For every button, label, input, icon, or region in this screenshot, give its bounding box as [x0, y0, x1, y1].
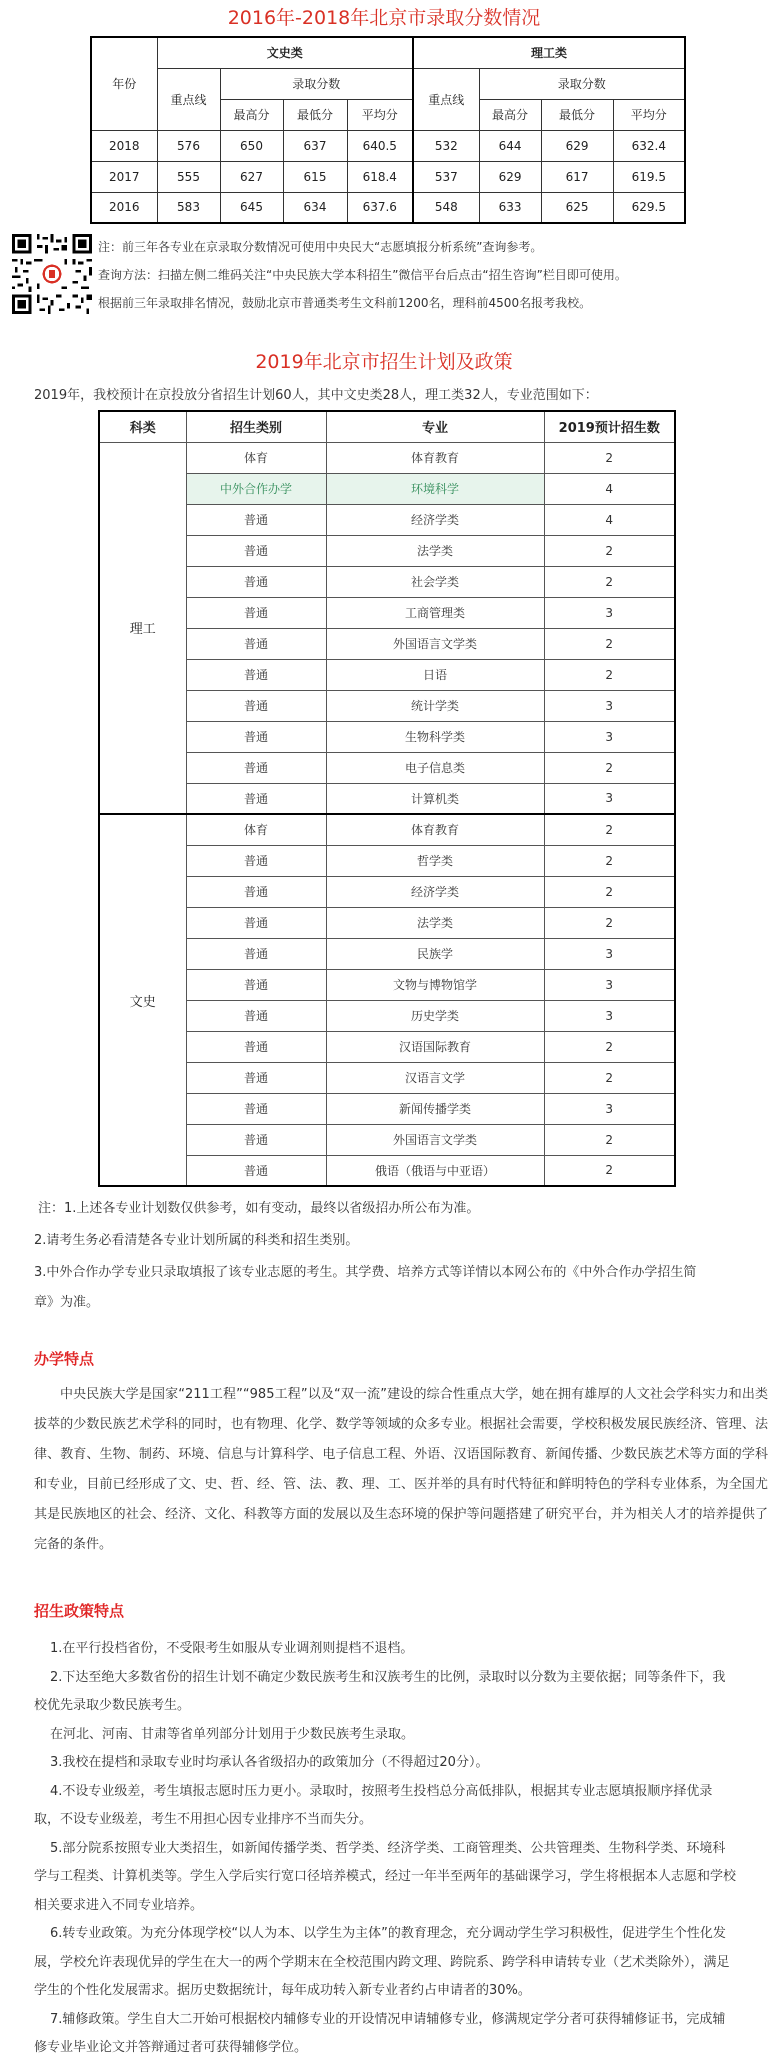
- plan-body: [99, 442, 675, 1186]
- table-row: [99, 535, 675, 566]
- cell-major: 环境科学: [326, 473, 544, 504]
- cell-category: 普通: [186, 504, 326, 535]
- cell-category: 普通: [186, 1124, 326, 1155]
- header-major: 专业: [326, 411, 544, 442]
- cell-category: 普通: [186, 876, 326, 907]
- cell-category: 普通: [186, 566, 326, 597]
- cell-category: 普通: [186, 1031, 326, 1062]
- cell-s-min: 629: [541, 130, 613, 161]
- table-row: [99, 1093, 675, 1124]
- policy-line: 6.转专业政策。为充分体现学校“以人为本、以学生为主体”的教育理念，充分调动学生学习积极性，促进学生个性化发: [50, 1926, 726, 1941]
- cell-plan: 3: [544, 938, 675, 969]
- cell-major: 汉语国际教育: [326, 1031, 544, 1062]
- cell-year: 2016: [91, 192, 157, 223]
- cell-plan: 3: [544, 1000, 675, 1031]
- cell-plan: 2: [544, 442, 675, 473]
- cell-plan: 2: [544, 1124, 675, 1155]
- cell-plan: 2: [544, 566, 675, 597]
- cell-major: 俄语（俄语与中亚语）: [326, 1155, 544, 1186]
- cell-s-key: 532: [413, 130, 479, 161]
- cell-s-min: 617: [541, 161, 613, 192]
- cell-l-key: 576: [157, 130, 220, 161]
- cell-major: 外国语言文学类: [326, 1124, 544, 1155]
- cell-s-key: 537: [413, 161, 479, 192]
- table-row: [99, 442, 675, 473]
- table-row: [99, 969, 675, 1000]
- subject-cell-liberal: 文史: [99, 814, 186, 1186]
- table-row: [99, 1062, 675, 1093]
- cell-category: 普通: [186, 659, 326, 690]
- header-liberal-min: 最低分: [283, 99, 347, 130]
- cell-plan: 3: [544, 969, 675, 1000]
- cell-major: 经济学类: [326, 876, 544, 907]
- score-section-title: 2016年-2018年北京市录取分数情况: [227, 7, 541, 29]
- cell-major: 电子信息类: [326, 752, 544, 783]
- score-note-1: 注：前三年各专业在京录取分数情况可使用中央民大“志愿填报分析系统”查询参考。: [98, 240, 543, 254]
- table-row: [99, 938, 675, 969]
- cell-category: 普通: [186, 969, 326, 1000]
- cell-l-min: 615: [283, 161, 347, 192]
- cell-plan: 2: [544, 1155, 675, 1186]
- table-row: [99, 504, 675, 535]
- cell-category: 普通: [186, 535, 326, 566]
- header-science-max: 最高分: [479, 99, 541, 130]
- cell-l-avg: 618.4: [347, 161, 413, 192]
- cell-plan: 2: [544, 907, 675, 938]
- cell-major: 经济学类: [326, 504, 544, 535]
- cell-major: 日语: [326, 659, 544, 690]
- cell-major: 历史学类: [326, 1000, 544, 1031]
- cell-major: 汉语言文学: [326, 1062, 544, 1093]
- table-row: [91, 161, 685, 192]
- features-heading: 办学特点: [34, 1350, 95, 1368]
- table-row: [99, 1000, 675, 1031]
- cell-category: 中外合作办学: [186, 473, 326, 504]
- cell-s-max: 644: [479, 130, 541, 161]
- cell-s-max: 633: [479, 192, 541, 223]
- cell-plan: 3: [544, 690, 675, 721]
- table-row: [91, 192, 685, 223]
- cell-major: 计算机类: [326, 783, 544, 814]
- plan-section-title: 2019年北京市招生计划及政策: [255, 351, 513, 373]
- table-row: [99, 721, 675, 752]
- cell-s-max: 629: [479, 161, 541, 192]
- cell-category: 普通: [186, 752, 326, 783]
- policy-line: 取，不设专业级差，考生不用担心因专业排序不当而失分。: [34, 1812, 373, 1827]
- table-row: [99, 814, 675, 845]
- policy-line: 2.下达至绝大多数省份的招生计划不确定少数民族考生和汉族考生的比例，录取时以分数为主要依据；同等条件下，我: [50, 1669, 726, 1685]
- cell-plan: 4: [544, 504, 675, 535]
- header-liberal-scores: 录取分数: [220, 68, 413, 99]
- table-row: [99, 1031, 675, 1062]
- cell-l-min: 637: [283, 130, 347, 161]
- table-row: [91, 130, 685, 161]
- cell-category: 普通: [186, 938, 326, 969]
- cell-plan: 3: [544, 721, 675, 752]
- plan-table: [98, 410, 676, 1187]
- cell-plan: 3: [544, 783, 675, 814]
- cell-l-max: 650: [220, 130, 283, 161]
- table-row: [99, 690, 675, 721]
- cell-s-avg: 632.4: [613, 130, 685, 161]
- table-row: [99, 752, 675, 783]
- cell-l-max: 645: [220, 192, 283, 223]
- header-subject: 科类: [99, 411, 186, 442]
- cell-plan: 3: [544, 1093, 675, 1124]
- cell-year: 2018: [91, 130, 157, 161]
- cell-major: 体育教育: [326, 814, 544, 845]
- cell-major: 体育教育: [326, 442, 544, 473]
- header-liberal-avg: 平均分: [347, 99, 413, 130]
- policy-line: 1.在平行投档省份，不受限考生如服从专业调剂则提档不退档。: [50, 1641, 414, 1656]
- plan-footnote-2: 2.请考生务必看清楚各专业计划所属的科类和招生类别。: [34, 1233, 359, 1248]
- header-liberal-key-line: 重点线: [157, 68, 220, 130]
- cell-major: 文物与博物馆学: [326, 969, 544, 1000]
- header-science: 理工类: [413, 37, 685, 68]
- plan-intro: 2019年，我校预计在京投放分省招生计划60人，其中文史类28人，理工类32人，专业范围如下：: [34, 388, 598, 403]
- cell-major: 社会学类: [326, 566, 544, 597]
- cell-plan: 2: [544, 1031, 675, 1062]
- cell-s-min: 625: [541, 192, 613, 223]
- table-row: [99, 907, 675, 938]
- plan-footnote-3: 3.中外合作办学专业只录取填报了该专业志愿的考生。其学费、培养方式等详情以本网公布的《中外合作办学招生简: [34, 1265, 697, 1280]
- policy-line: 5.部分院系按照专业大类招生，如新闻传播学类、哲学类、经济学类、工商管理类、公共管理类、生物科学类、环境科: [50, 1840, 726, 1856]
- qr-code-icon[interactable]: [12, 234, 92, 314]
- cell-category: 普通: [186, 845, 326, 876]
- header-category: 招生类别: [186, 411, 326, 442]
- policy-heading: 招生政策特点: [34, 1602, 125, 1620]
- header-science-avg: 平均分: [613, 99, 685, 130]
- cell-category: 普通: [186, 690, 326, 721]
- cell-l-avg: 637.6: [347, 192, 413, 223]
- cell-s-avg: 619.5: [613, 161, 685, 192]
- cell-l-key: 583: [157, 192, 220, 223]
- cell-plan: 4: [544, 473, 675, 504]
- table-row: [99, 1155, 675, 1186]
- policy-line: 学与工程类、计算机类等。学生入学后实行宽口径培养模式，经过一年半至两年的基础课学习，学生将根据本人志愿和学校: [34, 1869, 737, 1884]
- cell-plan: 2: [544, 628, 675, 659]
- cell-major: 工商管理类: [326, 597, 544, 628]
- policy-line: 在河北、河南、甘肃等省单列部分计划用于少数民族考生录取。: [50, 1726, 415, 1742]
- header-science-scores: 录取分数: [479, 68, 685, 99]
- policy-line: 3.我校在提档和录取专业时均承认各省级招办的政策加分（不得超过20分）。: [50, 1755, 489, 1770]
- header-liberal: 文史类: [157, 37, 413, 68]
- table-row: [99, 845, 675, 876]
- cell-plan: 2: [544, 535, 675, 566]
- cell-l-avg: 640.5: [347, 130, 413, 161]
- policy-line: 学生的个性化发展需求。据历史数据统计，每年成功转入新专业者约占申请者的30%。: [34, 1983, 531, 1998]
- cell-major: 民族学: [326, 938, 544, 969]
- cell-category: 普通: [186, 597, 326, 628]
- header-science-min: 最低分: [541, 99, 613, 130]
- cell-category: 体育: [186, 814, 326, 845]
- table-row: [99, 473, 675, 504]
- score-note-2: 查询方法：扫描左侧二维码关注“中央民族大学本科招生”微信平台后点击“招生咨询”栏目即可使用。: [98, 268, 627, 282]
- cell-plan: 2: [544, 814, 675, 845]
- cell-category: 体育: [186, 442, 326, 473]
- cell-category: 普通: [186, 907, 326, 938]
- header-science-key-line: 重点线: [413, 68, 479, 130]
- cell-major: 法学类: [326, 907, 544, 938]
- table-row: [99, 659, 675, 690]
- cell-plan: 2: [544, 845, 675, 876]
- cell-major: 法学类: [326, 535, 544, 566]
- table-row: [99, 628, 675, 659]
- header-liberal-max: 最高分: [220, 99, 283, 130]
- cell-category: 普通: [186, 1155, 326, 1186]
- cell-major: 新闻传播学类: [326, 1093, 544, 1124]
- table-row: [99, 566, 675, 597]
- cell-category: 普通: [186, 1093, 326, 1124]
- cell-l-min: 634: [283, 192, 347, 223]
- cell-major: 哲学类: [326, 845, 544, 876]
- policy-line: 相关要求进入不同专业培养。: [34, 1897, 204, 1913]
- table-row: [99, 1124, 675, 1155]
- cell-major: 生物科学类: [326, 721, 544, 752]
- cell-category: 普通: [186, 1000, 326, 1031]
- features-paragraph: 中央民族大学是国家“211工程”“985工程”以及“双一流”建设的综合性重点大学，她在拥有雄厚的人文社会学科实力和出类拔萃的少数民族艺术学科的同时，也有物理、化学、数学等领域的众多专业。根据社会需要，学校积极发展民族经济、管理、法律、教育、生物、制药、环境、信息与计算科学、电子信息工程、外语、汉语国际教育、新闻传播、少数民族艺术等方面的学科和专业，目前已经形成了文、史、哲、经、管、法、教、理、工、医并举的具有时代特征和鲜明特色的学科专业体系，为全国尤其是民族地区的社会、经济、文化、科教等方面的发展以及生态环境的保护等问题搭建了研究平台，并为相关人才的培养提供了完备的条件。: [34, 1387, 768, 1552]
- header-year: 年份: [91, 37, 157, 130]
- policy-line: 校优先录取少数民族考生。: [34, 1698, 191, 1713]
- cell-major: 统计学类: [326, 690, 544, 721]
- cell-plan: 2: [544, 876, 675, 907]
- header-plan: 2019预计招生数: [544, 411, 675, 442]
- plan-footnote-1: 注：1.上述各专业计划数仅供参考，如有变动，最终以省级招办所公布为准。: [38, 1201, 480, 1216]
- cell-plan: 2: [544, 1062, 675, 1093]
- cell-category: 普通: [186, 721, 326, 752]
- cell-category: 普通: [186, 1062, 326, 1093]
- cell-l-max: 627: [220, 161, 283, 192]
- cell-year: 2017: [91, 161, 157, 192]
- table-row: [99, 876, 675, 907]
- cell-l-key: 555: [157, 161, 220, 192]
- table-row: [99, 783, 675, 814]
- cell-major: 外国语言文学类: [326, 628, 544, 659]
- policy-line: 7.辅修政策。学生自大二开始可根据校内辅修专业的开设情况申请辅修专业，修满规定学分者可获得辅修证书，完成辅: [50, 2011, 726, 2027]
- policy-line: 4.不设专业级差，考生填报志愿时压力更小。录取时，按照考生投档总分高低排队，根据其专业志愿填报顺序择优录: [50, 1783, 713, 1799]
- subject-cell-science: 理工: [99, 442, 186, 814]
- cell-plan: 2: [544, 659, 675, 690]
- cell-s-avg: 629.5: [613, 192, 685, 223]
- policy-line: 展，学校允许表现优异的学生在大一的两个学期末在全校范围内跨文理、跨院系、跨学科申请转专业（艺术类除外），满足: [34, 1954, 730, 1970]
- plan-footnote-4: 章》为准。: [34, 1295, 100, 1310]
- cell-s-key: 548: [413, 192, 479, 223]
- score-table: [90, 36, 686, 224]
- table-row: [99, 597, 675, 628]
- cell-category: 普通: [186, 628, 326, 659]
- cell-plan: 2: [544, 752, 675, 783]
- policy-line: 修专业毕业论文并答辩通过者可获得辅修学位。: [34, 2040, 308, 2055]
- cell-plan: 3: [544, 597, 675, 628]
- score-note-3: 根据前三年录取排名情况，鼓励北京市普通类考生文科前1200名，理科前4500名报考我校。: [98, 296, 592, 310]
- cell-category: 普通: [186, 783, 326, 814]
